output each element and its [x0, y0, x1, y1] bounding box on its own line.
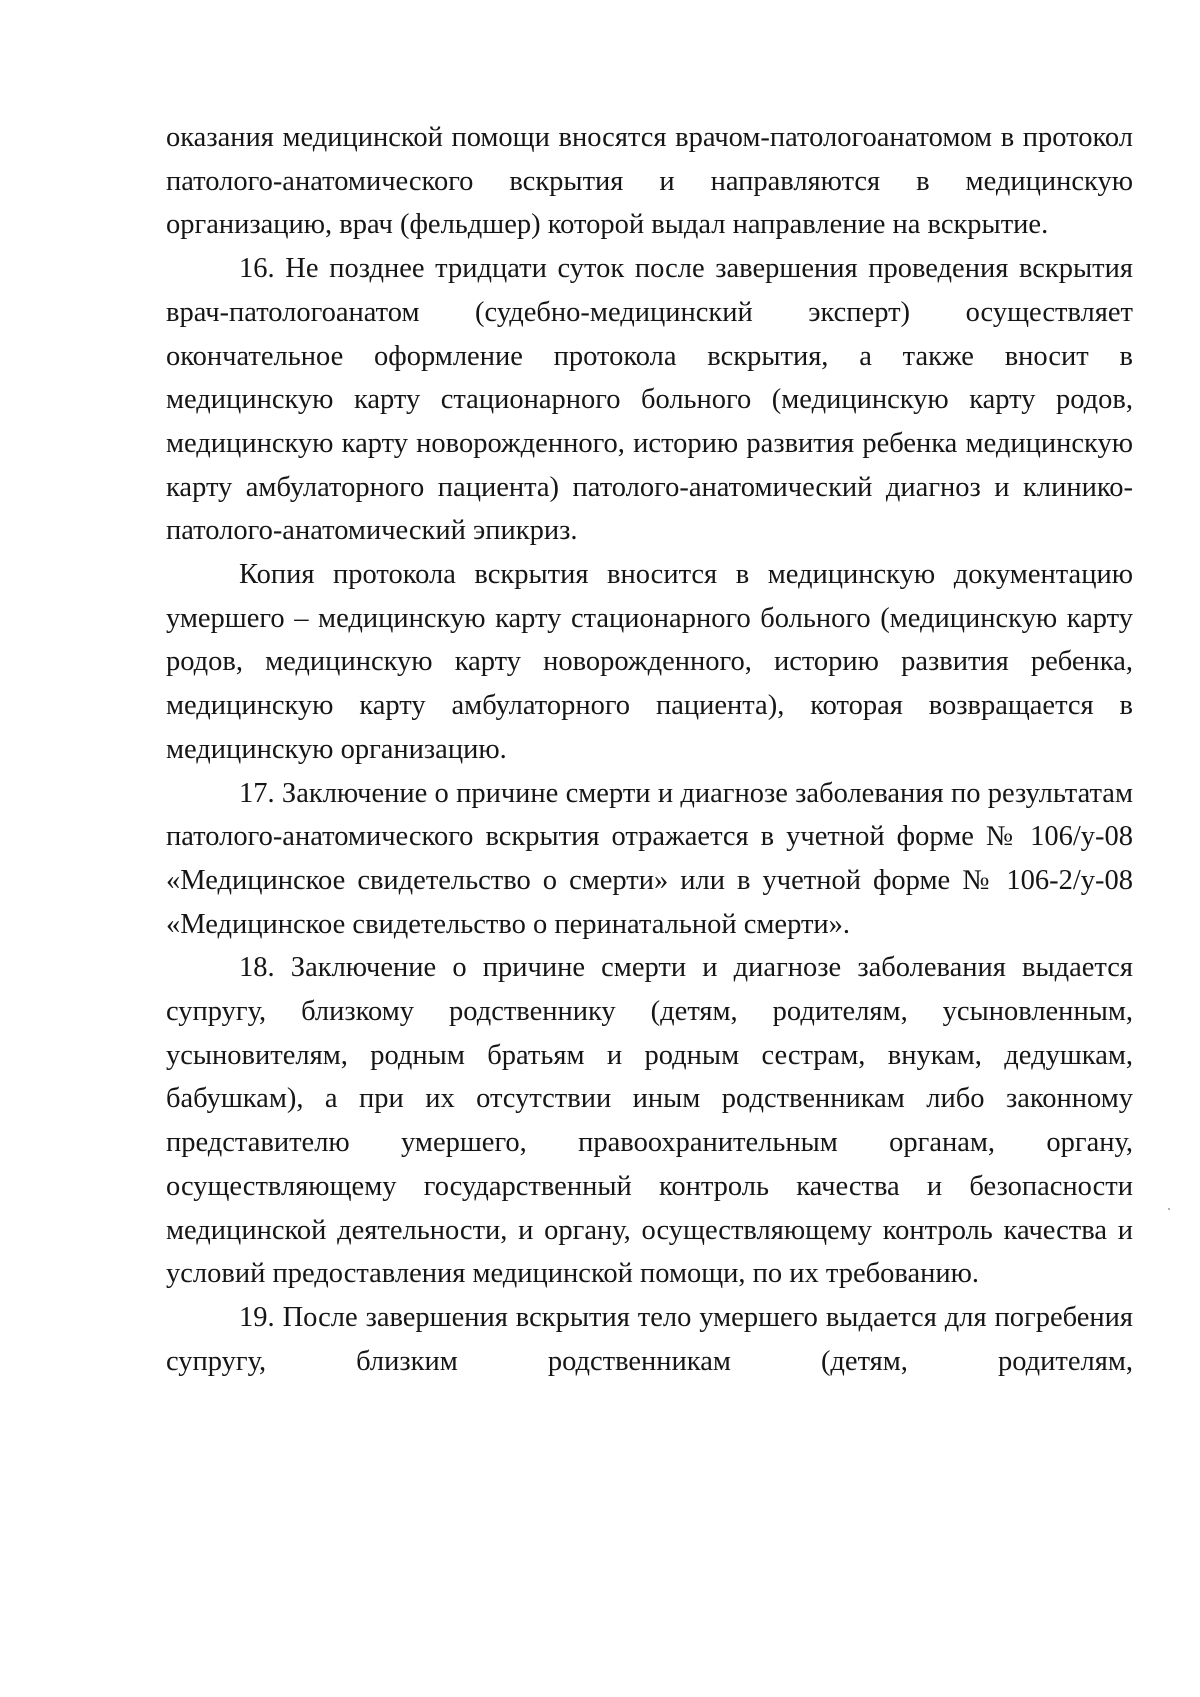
paragraph-continuation: оказания медицинской помощи вносятся врачом-патологоанатомом в протокол патолого-анатомического вскрытия и направляются в медицинскую организацию, врач (фельдшер) которой выдал направление на вскрытие. [166, 122, 1133, 241]
paragraph-item-16: 16. Не позднее тридцати суток после завершения проведения вскрытия врач-патологоанатом (судебно-медицинский эксперт) осуществляет окончательное оформление протокола вскрытия, а также вносит в медицинскую карту стационарного больного (медицинскую карту родов, медицинскую карту новорожденного, историю развития ребенка медицинскую карту амбулаторного пациента) патолого-анатомический диагноз и клинико-патолого-анатомический эпикриз. [166, 253, 1133, 547]
paragraph-protocol-copy: Копия протокола вскрытия вносится в медицинскую документацию умершего – медицинскую карту стационарного больного (медицинскую карту родов, медицинскую карту новорожденного, историю развития ребенка, медицинскую карту амбулаторного пациента), которая возвращается в медицинскую организацию. [166, 559, 1133, 765]
paragraph-item-19: 19. После завершения вскрытия тело умершего выдается для погребения супругу, близким родственникам (детям, родителям, [166, 1301, 1133, 1377]
document-body [166, 116, 1133, 1383]
paragraph-item-17: 17. Заключение о причине смерти и диагнозе заболевания по результатам патолого-анатомического вскрытия отражается в учетной форме № 106/у-08 «Медицинское свидетельство о смерти» или в учетной форме № 106-2/у-08 «Медицинское свидетельство о перинатальной смерти». [166, 777, 1133, 940]
scan-speck [1168, 1208, 1170, 1210]
paragraph-item-18: 18. Заключение о причине смерти и диагнозе заболевания выдается супругу, близкому родственнику (детям, родителям, усыновленным, усыновителям, родным братьям и родным сестрам, внукам, дедушкам, бабушкам), а при их отсутствии иным родственникам либо законному представителю умершего, правоохранительным органам, органу, осуществляющему государственный контроль качества и безопасности медицинской деятельности, и органу, осуществляющему контроль качества и условий предоставления медицинской помощи, по их требованию. [166, 952, 1133, 1290]
